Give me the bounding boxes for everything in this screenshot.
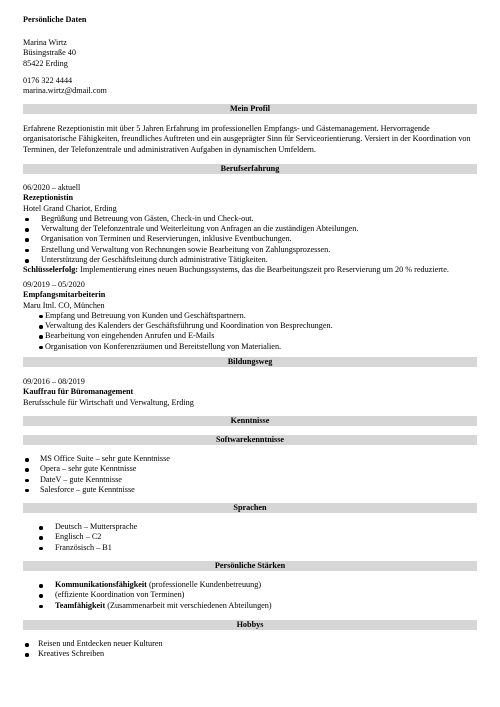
- bullet-icon: [39, 335, 43, 339]
- job-2-title: Empfangsmitarbeiterin: [23, 290, 106, 300]
- list-item: [23, 522, 478, 532]
- task-text: Erstellung und Verwaltung von Rechnungen sowie Bearbeitung von Zahlungsprozessen.: [41, 244, 331, 254]
- job-2-period: 09/2019 – 05/2020: [23, 280, 85, 289]
- list-item: [23, 245, 478, 255]
- bullet-icon: [25, 653, 29, 657]
- task-text: Empfang und Betreuung von Kunden und Geschäftspartnern.: [45, 310, 246, 320]
- education-entry: [23, 377, 478, 408]
- job-1-company: Hotel Grand Chariot, Erding: [23, 203, 117, 213]
- strengths-list-block: [23, 580, 478, 611]
- task-text: Bearbeitung von eingehenden Anrufen und E-Mails: [45, 331, 215, 341]
- education-degree: Kauffrau für Büromanagement: [23, 387, 134, 397]
- software-text: Salesforce – gute Kenntnisse: [40, 484, 135, 494]
- hobby-text: Reisen und Entdecken neuer Kulturen: [38, 639, 163, 648]
- personal-heading: Persönliche Daten: [23, 15, 87, 24]
- list-item: [23, 639, 478, 649]
- software-heading: Softwarekenntnisse: [23, 435, 477, 445]
- bullet-icon: [39, 536, 43, 540]
- hobbies-list-block: [23, 639, 478, 660]
- bullet-icon: [25, 238, 29, 242]
- list-item: [23, 311, 478, 321]
- name: Marina Wirtz: [23, 38, 67, 47]
- education-school: Berufsschule für Wirtschaft und Verwaltung, Erding: [23, 397, 194, 407]
- list-item: [23, 331, 478, 341]
- bullet-icon: [25, 228, 29, 232]
- education-period: 09/2016 – 08/2019: [23, 377, 85, 386]
- list-item: [23, 342, 478, 352]
- skills-heading: Kenntnisse: [23, 416, 477, 426]
- list-item: [23, 234, 478, 244]
- job-1-period: 06/2020 – aktuell: [23, 183, 81, 192]
- job-1-tasks: [23, 214, 478, 265]
- contact-block: [23, 38, 478, 69]
- bullet-icon: [25, 259, 29, 263]
- city: 85422 Erding: [23, 58, 68, 68]
- list-item: [23, 485, 478, 495]
- strength-detail: (effiziente Koordination von Terminen): [55, 590, 185, 600]
- bullet-icon: [25, 643, 29, 647]
- contact-details: [23, 76, 478, 97]
- language-text: Englisch – C2: [55, 532, 102, 542]
- bullet-icon: [25, 218, 29, 222]
- task-text: Verwaltung des Kalenders der Geschäftsführung und Koordination von Besprechungen.: [45, 321, 333, 331]
- strength-name: Teamfähigkeit: [55, 600, 106, 610]
- list-item: [23, 580, 478, 590]
- bullet-icon: [25, 479, 29, 483]
- language-text: Französisch – B1: [55, 542, 112, 552]
- task-text: Unterstützung der Geschäftsleitung durch administrative Tätigkeiten.: [41, 255, 268, 265]
- bullet-icon: [25, 468, 29, 472]
- job-2-tasks: [23, 311, 478, 352]
- profile-text: Erfahrene Rezeptionistin mit über 5 Jahren Erfahrung im professionellen Empfangs- und Gästemanagement. Hervorragende organisatorische Fähigkeiten, freundliches Auftreten und ein ausgeprägter Sinn für Serviceorientierung. Versiert in der Koordination von Terminen, der Telefonzentrale und administrativen Aufgaben in dynamischen Umfeldern.: [23, 124, 471, 154]
- list-item: [23, 224, 478, 234]
- list-item: [23, 214, 478, 224]
- job-2-company: Maru Itnl. CO, München: [23, 300, 105, 310]
- languages-list-block: [23, 522, 478, 553]
- software-list: [23, 454, 478, 495]
- list-item: [23, 454, 478, 464]
- bullet-icon: [39, 594, 43, 598]
- hobbies-heading: Hobbys: [23, 620, 477, 630]
- hobbies-list: [23, 639, 478, 660]
- education-heading: Bildungsweg: [23, 357, 477, 367]
- bullet-icon: [25, 249, 29, 253]
- strength-detail: (Zusammenarbeit mit verschiedenen Abteilungen): [105, 600, 272, 610]
- bullet-icon: [39, 547, 43, 551]
- hobby-text: Kreatives Schreiben: [38, 649, 105, 659]
- task-text: Verwaltung der Telefonzentrale und Weiterleitung von Anfragen an die zuständigen Abteilungen.: [41, 224, 359, 234]
- job-1-success: [23, 265, 478, 275]
- list-item: [23, 601, 478, 611]
- list-item: [23, 543, 478, 553]
- bullet-icon: [39, 325, 43, 329]
- software-text: MS Office Suite – sehr gute Kenntnisse: [40, 454, 170, 463]
- bullet-icon: [39, 584, 43, 588]
- email: marina.wirtz@dmail.com: [23, 86, 107, 96]
- success-label: Schlüsselerfolg:: [23, 265, 79, 275]
- list-item: [23, 321, 478, 331]
- strengths-list: [23, 580, 478, 611]
- street: Büsingstraße 40: [23, 48, 76, 58]
- bullet-icon: [39, 315, 43, 319]
- job-1: [23, 183, 478, 276]
- bullet-icon: [39, 346, 43, 350]
- experience-heading: Berufserfahrung: [23, 164, 477, 174]
- software-text: Opera – sehr gute Kenntnisse: [40, 464, 137, 474]
- task-text: Begrüßung und Betreuung von Gästen, Check-in und Check-out.: [41, 213, 254, 223]
- profile-heading: Mein Profil: [23, 104, 477, 114]
- list-item: [23, 649, 478, 659]
- bullet-icon: [39, 526, 43, 530]
- list-item: [23, 255, 478, 265]
- strength-name: Kommunikationsfähigkeit: [55, 580, 147, 589]
- job-1-title: Rezeptionistin: [23, 193, 74, 203]
- language-text: Deutsch – Muttersprache: [55, 522, 138, 531]
- languages-list: [23, 522, 478, 553]
- strengths-heading: Persönliche Stärken: [23, 561, 477, 571]
- bullet-icon: [25, 458, 29, 462]
- list-item: [23, 464, 478, 474]
- languages-heading: Sprachen: [23, 503, 477, 513]
- list-item: [23, 590, 478, 600]
- phone: 0176 322 4444: [23, 76, 73, 85]
- bullet-icon: [25, 489, 29, 493]
- task-text: Organisation von Konferenzräumen und Bereitstellung von Materialien.: [45, 341, 282, 351]
- bullet-icon: [39, 605, 43, 609]
- software-list-block: [23, 454, 478, 495]
- task-text: Organisation von Terminen und Reservierungen, inklusive Eventbuchungen.: [41, 234, 292, 244]
- job-2: [23, 280, 478, 352]
- strength-detail: (professionelle Kundenbetreuung): [146, 580, 262, 589]
- success-text: Implementierung eines neuen Buchungssystems, das die Bearbeitungszeit pro Reservierung um 20 % reduzierte.: [78, 265, 449, 275]
- list-item: [23, 475, 478, 485]
- software-text: DateV – gute Kenntnisse: [40, 474, 122, 484]
- list-item: [23, 532, 478, 542]
